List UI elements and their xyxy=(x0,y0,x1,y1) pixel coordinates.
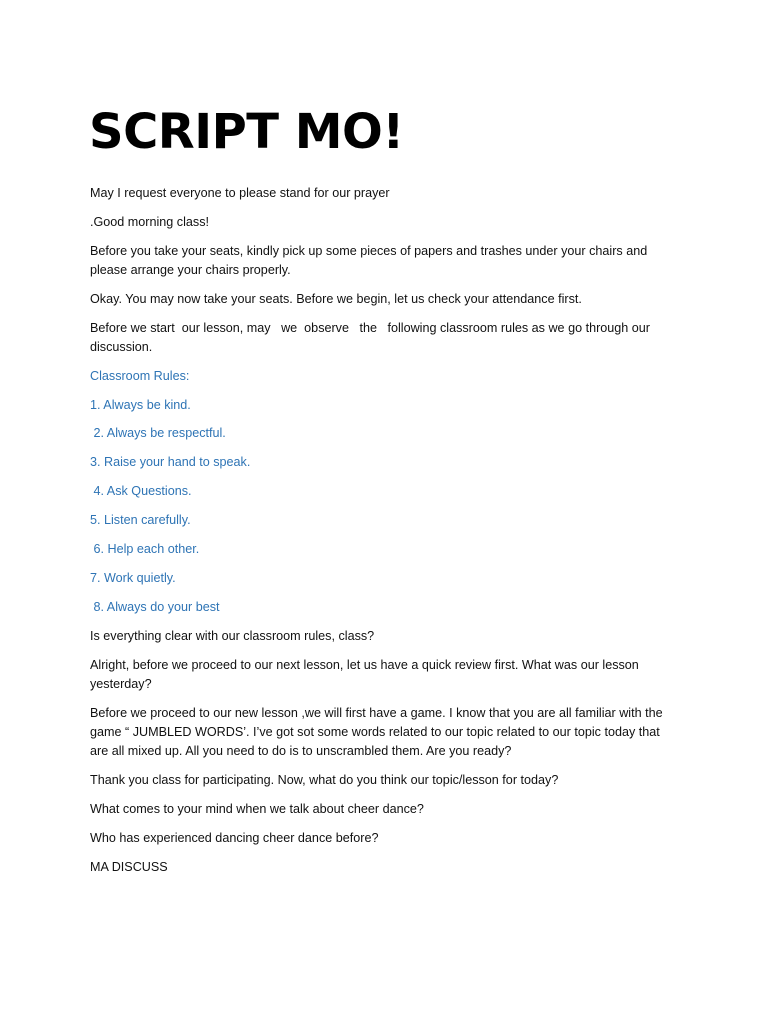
paragraph-greeting: .Good morning class! xyxy=(90,214,209,229)
document-title: SCRIPT MO! xyxy=(89,104,404,160)
rule-item: 8. Always do your best xyxy=(90,600,220,615)
paragraph-experience-question: Who has experienced dancing cheer dance before? xyxy=(90,830,379,845)
paragraph-seats-cleanup: Before you take your seats, kindly pick up some pieces of papers and trashes under your chairs and please arrange your chairs properly. xyxy=(90,243,651,277)
paragraph-cheer-dance-question: What comes to your mind when we talk about cheer dance? xyxy=(90,801,424,816)
paragraph-game: Before we proceed to our new lesson ,we will first have a game. I know that you are all familiar with the game “ JUMBLED WORDS’. I’ve got sot some words related to our topic related to our topic today that are all mixed up. All you need to do is to unscrambled them. Are you ready? xyxy=(90,706,667,758)
rule-item: 7. Work quietly. xyxy=(90,571,176,586)
document-body xyxy=(90,184,672,887)
rule-item: 1. Always be kind. xyxy=(90,397,191,412)
paragraph-discuss: MA DISCUSS xyxy=(90,859,168,874)
paragraph-rules-intro: Before we start our lesson, may we observe the following classroom rules as we go through our discussion. xyxy=(90,320,654,354)
rule-item: 4. Ask Questions. xyxy=(90,484,192,499)
rule-item: 5. Listen carefully. xyxy=(90,513,191,528)
paragraph-review: Alright, before we proceed to our next lesson, let us have a quick review first. What was our lesson yesterday? xyxy=(90,658,643,692)
rule-item: 6. Help each other. xyxy=(90,542,200,557)
paragraph-rules-check: Is everything clear with our classroom rules, class? xyxy=(90,629,375,644)
paragraph-topic-question: Thank you class for participating. Now, what do you think our topic/lesson for today? xyxy=(90,772,559,787)
paragraph-prayer: May I request everyone to please stand for our prayer xyxy=(90,186,390,200)
rule-item: 3. Raise your hand to speak. xyxy=(90,455,251,470)
paragraph-attendance: Okay. You may now take your seats. Before we begin, let us check your attendance first. xyxy=(90,291,582,306)
rule-item: 2. Always be respectful. xyxy=(90,426,226,441)
rules-heading: Classroom Rules: xyxy=(90,368,190,383)
